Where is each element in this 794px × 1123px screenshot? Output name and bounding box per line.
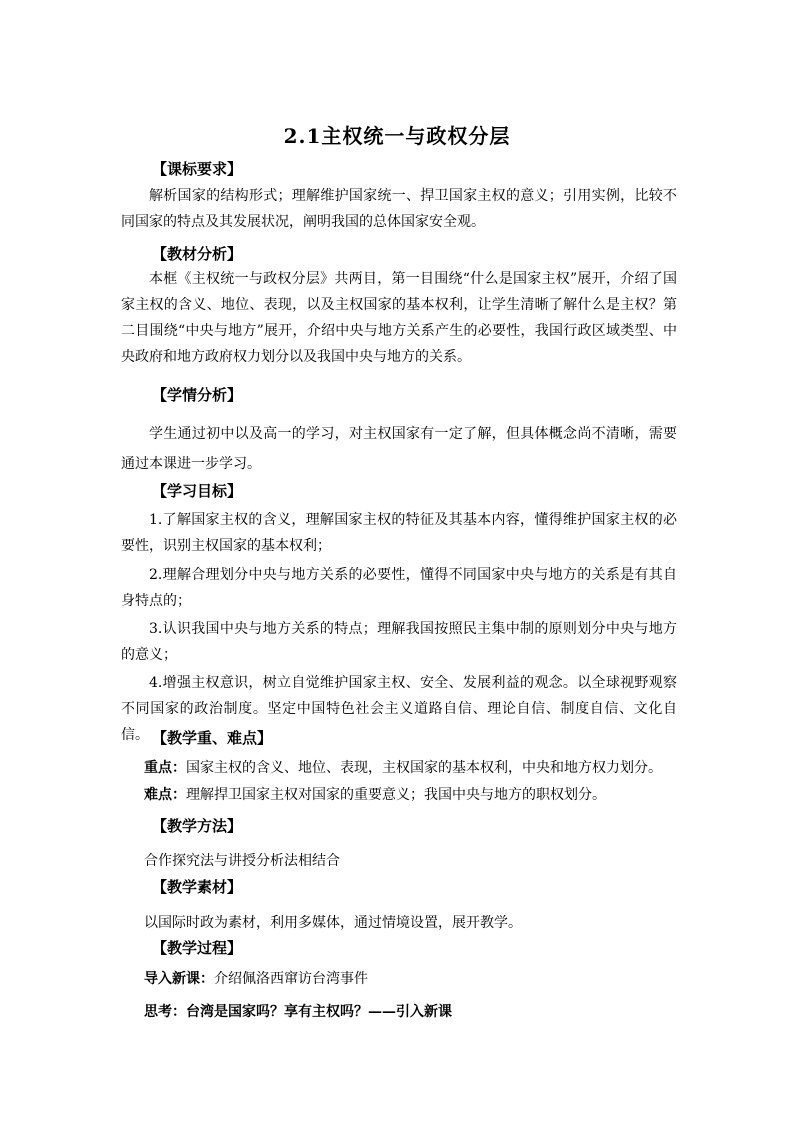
goal-item-1: 1.了解国家主权的含义，理解国家主权的特征及其基本内容，懂得维护国家主权的必要性，识别主权国家的基本权利； (121, 512, 677, 554)
heading-students: 【学情分析】 (152, 386, 243, 404)
heading-process: 【教学过程】 (152, 939, 243, 957)
heading-standards: 【课标要求】 (152, 160, 243, 178)
think-line (144, 1001, 684, 1021)
key-point-line (144, 757, 684, 777)
heading-textbook: 【教材分析】 (152, 245, 243, 263)
methods-text: 合作探究法与讲授分析法相结合 (144, 853, 340, 869)
think-text: 台湾是国家吗？享有主权吗？——引入新课 (186, 1004, 452, 1020)
hard-point-line (144, 784, 684, 804)
intro-line (144, 968, 684, 988)
intro-label: 导入新课： (144, 971, 214, 987)
key-point-label: 重点： (144, 760, 186, 776)
goal-item-3: 3.认识我国中央与地方关系的特点；理解我国按照民主集中制的原则划分中央与地方的意义； (121, 621, 677, 663)
materials-text: 以国际时政为素材，利用多媒体，通过情境设置，展开教学。 (144, 915, 522, 931)
think-label: 思考： (144, 1004, 186, 1020)
heading-goals: 【学习目标】 (152, 482, 243, 500)
page-title: 2.1主权统一与政权分层 (283, 124, 511, 148)
heading-materials: 【教学素材】 (152, 878, 243, 896)
students-text: 学生通过初中以及高一的学习，对主权国家有一定了解，但具体概念尚不清晰，需要通过本课进一步学习。 (121, 426, 677, 472)
heading-keypoints: 【教学重、难点】 (152, 729, 273, 747)
hard-point-text: 理解捍卫国家主权对国家的重要意义；我国中央与地方的职权划分。 (186, 787, 606, 803)
goal-item-4: 4.增强主权意识，树立自觉维护国家主权、安全、发展利益的观念。以全球视野观察不同国家的政治制度。坚定中国特色社会主义道路自信、理论自信、制度自信、文化自信。 (121, 675, 677, 743)
heading-methods: 【教学方法】 (152, 817, 243, 835)
textbook-text: 本框《主权统一与政权分层》共两目，第一目围绕“什么是国家主权”展开，介绍了国家主权的含义、地位、表现，以及主权国家的基本权利，让学生清晰了解什么是主权？第二目围绕“中央与地方”展开，介绍中央与地方关系产生的必要性，我国行政区域类型、中央政府和地方政府权力划分以及我国中央与地方的关系。 (121, 271, 677, 365)
goal-item-2: 2.理解合理划分中央与地方关系的必要性，懂得不同国家中央与地方的关系是有其自身特点的； (121, 567, 677, 609)
intro-text: 介绍佩洛西窜访台湾事件 (214, 971, 368, 987)
standards-text: 解析国家的结构形式；理解维护国家统一、捍卫国家主权的意义；引用实例，比较不同国家的特点及其发展状况，阐明我国的总体国家安全观。 (121, 188, 677, 230)
key-point-text: 国家主权的含义、地位、表现，主权国家的基本权利，中央和地方权力划分。 (186, 760, 662, 776)
hard-point-label: 难点： (144, 787, 186, 803)
